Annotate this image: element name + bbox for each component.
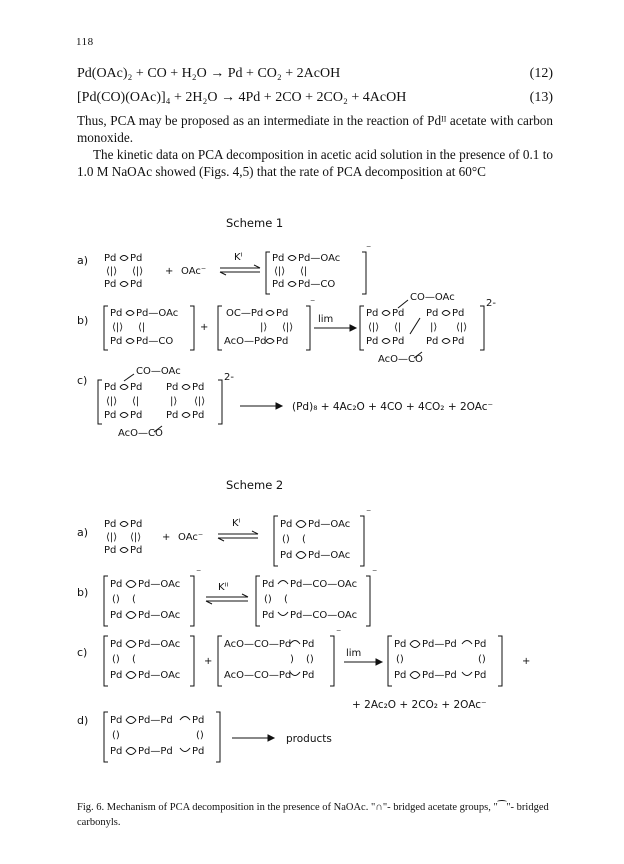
svg-text:⟨|⟩: ⟨|⟩ [282, 322, 294, 333]
svg-text:2-: 2- [224, 372, 234, 383]
s2-c-products: + 2Ac₂O + 2CO₂ + 2OAc⁻ [352, 699, 487, 711]
s2-b-product [256, 568, 377, 626]
svg-text:Pd—Pd: Pd—Pd [138, 715, 173, 726]
svg-text:2-: 2- [486, 298, 496, 309]
svg-text:lim: lim [346, 648, 362, 659]
svg-text:(: ( [284, 594, 288, 605]
s2-b-reactant [104, 568, 201, 626]
s1-b-label: b) [77, 314, 89, 327]
svg-text:): ) [290, 654, 294, 665]
paragraph-2-text: The kinetic data on PCA decomposition in acetic acid solution in the presence of 0.1 to 1.0 M NaOAc showed (Figs. 4,5) that the rate of PCA decomposition at 60°C [77, 147, 553, 179]
svg-text:⁻: ⁻ [336, 628, 342, 639]
svg-text:⟨|: ⟨| [300, 266, 308, 277]
svg-text:Pd: Pd [104, 382, 117, 393]
svg-text:CO—OAc: CO—OAc [136, 366, 181, 377]
s2-c-plus-1: + [204, 656, 213, 667]
s1-c-reactant [98, 366, 234, 438]
s2-c-arrow [344, 648, 382, 665]
svg-text:Pd: Pd [366, 308, 379, 319]
svg-text:Pd: Pd [104, 519, 117, 530]
svg-text:Pd: Pd [110, 639, 123, 650]
svg-text:Pd: Pd [276, 308, 289, 319]
svg-text:(): () [282, 534, 290, 545]
svg-text:AcO—CO—Pd: AcO—CO—Pd [224, 670, 292, 681]
svg-text:|⟩: |⟩ [430, 322, 438, 333]
svg-text:Pd: Pd [104, 545, 117, 556]
svg-text:AcO—CO: AcO—CO [378, 354, 423, 365]
svg-text:⟨|⟩: ⟨|⟩ [130, 532, 142, 543]
svg-text:⟨|⟩: ⟨|⟩ [106, 396, 118, 407]
svg-text:Pd—OAc: Pd—OAc [298, 253, 341, 264]
svg-text:Pd: Pd [110, 579, 123, 590]
s1-b-arrow [314, 314, 356, 331]
svg-text:⟨|⟩: ⟨|⟩ [368, 322, 380, 333]
svg-text:Pd—CO—OAc: Pd—CO—OAc [290, 579, 358, 590]
svg-text:Pd—Pd: Pd—Pd [422, 639, 457, 650]
s2-c-reactant-2 [218, 628, 341, 686]
svg-text:Pd: Pd [394, 670, 407, 681]
svg-text:Pd: Pd [366, 336, 379, 347]
svg-text:Pd—OAc: Pd—OAc [308, 550, 351, 561]
s1-a-plus: + [165, 266, 174, 277]
svg-text:Pd—Pd: Pd—Pd [422, 670, 457, 681]
s1-a-product [266, 244, 371, 294]
svg-text:⟨|⟩: ⟨|⟩ [132, 266, 144, 277]
svg-text:⟨|: ⟨| [132, 396, 140, 407]
svg-text:Pd: Pd [192, 746, 205, 757]
svg-text:Pd: Pd [130, 279, 143, 290]
svg-text:(): () [264, 594, 272, 605]
s2-d-label: d) [77, 714, 89, 727]
svg-text:Pd: Pd [130, 253, 143, 264]
s1-c-products: (Pd)₈ + 4Ac₂O + 4CO + 4CO₂ + 2OAc⁻ [292, 401, 494, 413]
s2-c-reactant-1 [104, 636, 194, 686]
svg-text:Pd: Pd [272, 253, 285, 264]
equation-12-text: Pd(OAc)₂ + CO + H₂O → Pd + CO₂ + 2AcOH [77, 66, 341, 81]
svg-text:Pd: Pd [110, 610, 123, 621]
svg-text:Pd: Pd [104, 279, 117, 290]
s1-a-label: a) [77, 254, 89, 267]
svg-text:Kᴵᴵ: Kᴵᴵ [218, 582, 229, 593]
svg-text:Pd: Pd [110, 746, 123, 757]
svg-text:Pd: Pd [392, 308, 405, 319]
svg-text:⟨|⟩: ⟨|⟩ [274, 266, 286, 277]
svg-text:Pd: Pd [130, 519, 143, 530]
svg-text:⁻: ⁻ [310, 298, 316, 309]
scheme-2-title: Scheme 2 [226, 478, 284, 492]
svg-text:Pd—CO—OAc: Pd—CO—OAc [290, 610, 358, 621]
svg-text:Pd: Pd [166, 410, 179, 421]
svg-text:Pd: Pd [302, 639, 315, 650]
svg-text:Pd—OAc: Pd—OAc [138, 639, 181, 650]
s1-b-plus: + [200, 322, 209, 333]
svg-text:Pd: Pd [452, 336, 465, 347]
s1-b-product [360, 292, 496, 365]
scheme-1-title: Scheme 1 [226, 216, 284, 230]
svg-text:Pd: Pd [104, 253, 117, 264]
svg-text:(): () [196, 730, 204, 741]
s2-a-label: a) [77, 526, 89, 539]
svg-text:(: ( [132, 654, 136, 665]
svg-text:Pd—OAc: Pd—OAc [136, 308, 179, 319]
scheme-2-diagram [0, 500, 624, 770]
svg-text:Pd: Pd [130, 382, 143, 393]
svg-text:⟨|⟩: ⟨|⟩ [112, 322, 124, 333]
svg-text:Pd—OAc: Pd—OAc [138, 610, 181, 621]
svg-text:Pd: Pd [130, 545, 143, 556]
svg-text:(): () [112, 594, 120, 605]
svg-text:⟨|⟩: ⟨|⟩ [106, 532, 118, 543]
svg-text:AcO—Pd: AcO—Pd [224, 336, 267, 347]
svg-text:Kᴵ: Kᴵ [232, 518, 241, 529]
svg-text:Pd: Pd [280, 550, 293, 561]
s2-a-product [274, 508, 371, 566]
svg-text:|⟩: |⟩ [170, 396, 178, 407]
svg-text:|⟩: |⟩ [260, 322, 268, 333]
svg-text:Pd: Pd [302, 670, 315, 681]
svg-text:Pd: Pd [110, 715, 123, 726]
equation-13 [77, 90, 553, 106]
s2-a-tetramer [104, 519, 142, 556]
s1-a-oac: OAc⁻ [181, 266, 207, 277]
svg-text:OC—Pd: OC—Pd [226, 308, 264, 319]
svg-text:Pd: Pd [392, 336, 405, 347]
svg-text:Pd—OAc: Pd—OAc [138, 579, 181, 590]
svg-text:Pd: Pd [130, 410, 143, 421]
svg-text:Pd: Pd [452, 308, 465, 319]
svg-text:Pd: Pd [192, 410, 205, 421]
svg-text:Pd: Pd [474, 670, 487, 681]
svg-text:Pd—CO: Pd—CO [298, 279, 336, 290]
svg-text:Pd: Pd [192, 715, 205, 726]
s1-c-label: c) [77, 374, 88, 387]
svg-text:Pd: Pd [166, 382, 179, 393]
svg-text:⁻: ⁻ [372, 568, 378, 579]
s2-b-equilibrium-arrow [206, 582, 248, 604]
s2-c-plus-2: + [522, 656, 531, 667]
svg-text:⟨|: ⟨| [394, 322, 402, 333]
s2-c-product [388, 636, 502, 686]
svg-text:Pd: Pd [110, 670, 123, 681]
svg-text:(): () [478, 654, 486, 665]
svg-text:CO—OAc: CO—OAc [410, 292, 455, 303]
svg-text:Pd: Pd [110, 308, 123, 319]
svg-text:Pd: Pd [280, 519, 293, 530]
svg-text:Pd: Pd [110, 336, 123, 347]
svg-text:Pd: Pd [394, 639, 407, 650]
svg-text:(): () [112, 730, 120, 741]
svg-text:Pd: Pd [426, 308, 439, 319]
equation-13-text: [Pd(CO)(OAc)]₄ + 2H₂O → 4Pd + 2CO + 2CO₂ + 4AcOH [77, 90, 407, 105]
svg-text:⟨|: ⟨| [138, 322, 146, 333]
svg-text:Pd—CO: Pd—CO [136, 336, 174, 347]
svg-text:Pd: Pd [262, 579, 275, 590]
svg-text:Pd—OAc: Pd—OAc [308, 519, 351, 530]
s2-b-label: b) [77, 586, 89, 599]
equation-12 [77, 66, 553, 82]
svg-text:Pd: Pd [272, 279, 285, 290]
svg-text:(): () [306, 654, 314, 665]
svg-text:AcO—CO: AcO—CO [118, 428, 163, 438]
s2-d-products: products [286, 733, 332, 745]
page-number: 118 [76, 36, 94, 48]
s2-a-oac: OAc⁻ [178, 532, 204, 543]
paragraph-1: Thus, PCA may be proposed as an intermediate in the reaction of Pdᴵᴵ acetate with carbon monoxide. [77, 113, 553, 145]
s1-c-arrow [240, 403, 282, 409]
svg-text:⁻: ⁻ [366, 244, 372, 255]
s1-a-equilibrium-arrow [220, 252, 260, 275]
s2-a-plus: + [162, 532, 171, 543]
s1-b-reactant-1 [104, 306, 194, 350]
s2-c-label: c) [77, 646, 88, 659]
s2-a-equilibrium-arrow [218, 518, 258, 541]
scheme-1-diagram [0, 238, 624, 438]
svg-text:⟨|⟩: ⟨|⟩ [194, 396, 206, 407]
svg-text:Pd: Pd [276, 336, 289, 347]
svg-text:Pd: Pd [104, 410, 117, 421]
s2-d-arrow [232, 735, 274, 741]
svg-text:lim: lim [318, 314, 334, 325]
svg-text:(): () [112, 654, 120, 665]
svg-text:Pd: Pd [474, 639, 487, 650]
svg-text:⟨|⟩: ⟨|⟩ [106, 266, 118, 277]
svg-text:Kᴵ: Kᴵ [234, 252, 243, 263]
svg-text:Pd: Pd [192, 382, 205, 393]
svg-text:(): () [396, 654, 404, 665]
svg-text:Pd: Pd [426, 336, 439, 347]
svg-text:AcO—CO—Pd: AcO—CO—Pd [224, 639, 292, 650]
paragraph-2 [77, 146, 553, 180]
s2-d-reactant [104, 712, 220, 762]
svg-text:⁻: ⁻ [196, 568, 202, 579]
s1-a-tetramer [104, 253, 143, 290]
svg-text:Pd: Pd [262, 610, 275, 621]
svg-text:Pd—Pd: Pd—Pd [138, 746, 173, 757]
equation-12-number: (12) [529, 66, 553, 81]
equation-13-number: (13) [529, 90, 553, 105]
svg-text:(: ( [132, 594, 136, 605]
svg-text:⁻: ⁻ [366, 508, 372, 519]
svg-text:Pd—OAc: Pd—OAc [138, 670, 181, 681]
s1-b-reactant-2 [218, 298, 315, 350]
figure-caption: Fig. 6. Mechanism of PCA decomposition in the presence of NaOAc. "∩"- bridged acetate groups, "⁀"- bridged carbonyls. [77, 802, 549, 828]
svg-text:(: ( [302, 534, 306, 545]
svg-text:⟨|⟩: ⟨|⟩ [456, 322, 468, 333]
